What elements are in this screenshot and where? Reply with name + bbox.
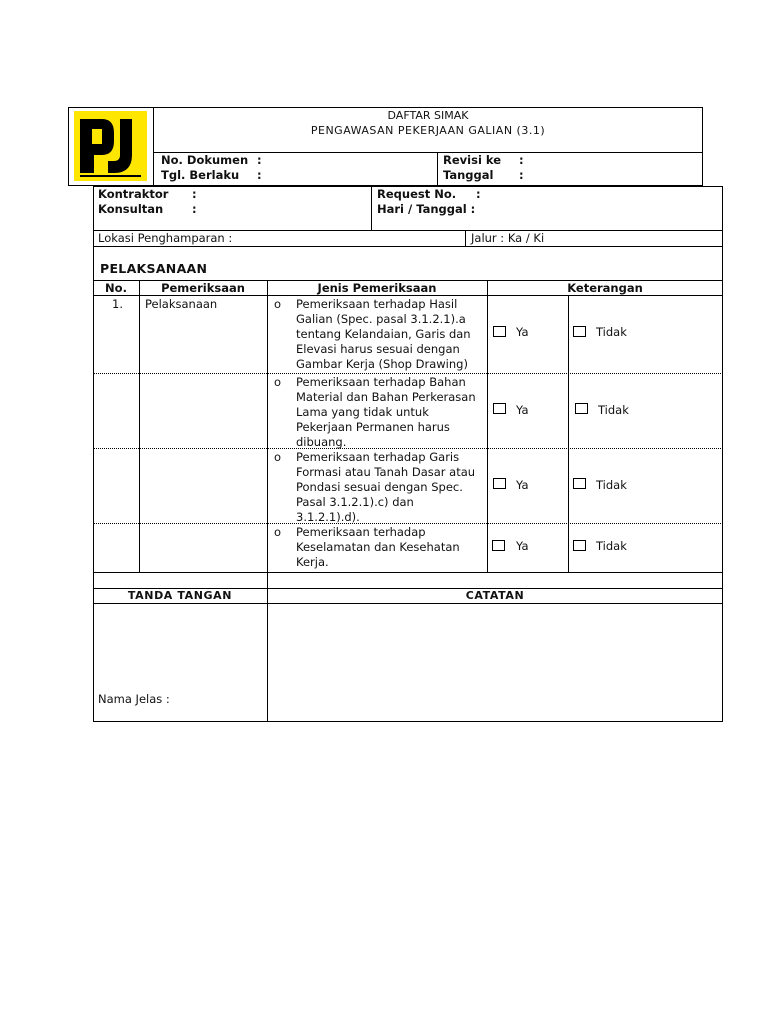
footer-header-bottom xyxy=(93,603,723,604)
header-pemeriksaan: Pemeriksaan xyxy=(161,281,245,295)
item-bullet: o xyxy=(274,375,282,389)
konsultan-label: Konsultan xyxy=(98,202,164,216)
item-bullet: o xyxy=(274,525,282,539)
tidak-checkbox[interactable] xyxy=(573,478,586,489)
form-title: DAFTAR SIMAK xyxy=(387,109,469,122)
tidak-label: Tidak xyxy=(596,539,627,553)
tidak-checkbox[interactable] xyxy=(573,326,586,337)
header-no: No. xyxy=(105,281,127,295)
item-4-line-2: Keselamatan dan Kesehatan xyxy=(296,540,460,554)
kontraktor-label: Kontraktor xyxy=(98,187,169,201)
item-1-line-5: Gambar Kerja (Shop Drawing) xyxy=(296,357,468,371)
jalur-label: Jalur : Ka / Ki xyxy=(471,231,545,245)
item-2-line-2: Material dan Bahan Perkerasan xyxy=(296,390,476,404)
item-3-line-2: Formasi atau Tanah Dasar atau xyxy=(296,465,476,479)
item-2-line-3: Lama yang tidak untuk xyxy=(296,405,429,419)
item-bullet: o xyxy=(274,297,282,311)
header-jenis: Jenis Pemeriksaan xyxy=(317,281,437,295)
col-divider-jenis xyxy=(487,280,488,572)
item-bullet: o xyxy=(274,450,282,464)
row-pemeriksaan: Pelaksanaan xyxy=(145,297,218,311)
tidak-label: Tidak xyxy=(596,325,627,339)
konsultan-colon: : xyxy=(192,202,197,216)
revisi-colon: : xyxy=(519,153,524,167)
item-1-line-3: tentang Kelandaian, Garis dan xyxy=(296,327,471,341)
logo xyxy=(74,111,147,181)
tidak-checkbox[interactable] xyxy=(575,403,588,414)
nama-jelas-label: Nama Jelas : xyxy=(98,692,170,706)
ya-label: Ya xyxy=(516,403,529,417)
item-2-line-5: dibuang. xyxy=(296,435,347,449)
row-separator xyxy=(93,523,723,524)
row-separator xyxy=(93,448,723,449)
ya-checkbox[interactable] xyxy=(492,540,505,551)
tidak-checkbox[interactable] xyxy=(573,540,586,551)
item-1-line-1: Pemeriksaan terhadap Hasil xyxy=(296,297,458,311)
ya-label: Ya xyxy=(516,539,529,553)
info-divider xyxy=(371,186,372,231)
catatan-label: CATATAN xyxy=(465,589,525,602)
row-no: 1. xyxy=(112,297,123,311)
item-2-line-4: Pekerjaan Permanen harus xyxy=(296,420,450,434)
kontraktor-colon: : xyxy=(192,187,197,201)
hari-tanggal-label: Hari / Tanggal : xyxy=(377,202,476,216)
request-colon: : xyxy=(476,187,481,201)
tidak-label: Tidak xyxy=(596,478,627,492)
table-body-bottom xyxy=(93,572,723,573)
item-3-line-5: 3.1.2.1).d). xyxy=(296,510,360,524)
lokasi-divider xyxy=(465,230,466,247)
item-1-line-4: Elevasi harus sesuai dengan xyxy=(296,342,460,356)
tanggal-colon: : xyxy=(519,168,524,182)
revisi-label: Revisi ke xyxy=(443,153,502,167)
item-4-line-3: Kerja. xyxy=(296,555,329,569)
item-3-line-3: Pondasi sesuai dengan Spec. xyxy=(296,480,463,494)
section-title: PELAKSANAAN xyxy=(100,261,208,276)
ya-checkbox[interactable] xyxy=(493,478,506,489)
ya-label: Ya xyxy=(516,478,529,492)
tgl-berlaku-colon: : xyxy=(257,168,262,182)
tanggal-label: Tanggal xyxy=(443,168,494,182)
col-divider-pemeriksaan xyxy=(267,280,268,722)
item-4-line-1: Pemeriksaan terhadap xyxy=(296,525,426,539)
col-divider-no xyxy=(139,280,140,572)
item-2-line-1: Pemeriksaan terhadap Bahan xyxy=(296,375,466,389)
form-subtitle: PENGAWASAN PEKERJAAN GALIAN (3.1) xyxy=(310,124,546,137)
doc-no-colon: : xyxy=(257,153,262,167)
pupr-logo-icon xyxy=(74,111,147,181)
tanda-tangan-label: TANDA TANGAN xyxy=(127,589,233,602)
row-separator xyxy=(93,373,723,374)
item-3-line-4: Pasal 3.1.2.1).c) dan xyxy=(296,495,414,509)
request-label: Request No. xyxy=(377,187,457,201)
item-1-line-2: Galian (Spec. pasal 3.1.2.1).a xyxy=(296,312,466,326)
ya-label: Ya xyxy=(516,325,529,339)
header-keterangan: Keterangan xyxy=(567,281,643,295)
lokasi-label: Lokasi Penghamparan : xyxy=(98,231,233,245)
ya-checkbox[interactable] xyxy=(493,403,506,414)
col-divider-ket xyxy=(568,295,569,572)
tgl-berlaku-label: Tgl. Berlaku xyxy=(161,168,240,182)
ya-checkbox[interactable] xyxy=(493,326,506,337)
tidak-label: Tidak xyxy=(598,403,629,417)
item-3-line-1: Pemeriksaan terhadap Garis xyxy=(296,450,460,464)
doc-no-label: No. Dokumen xyxy=(161,153,249,167)
header-meta-divider xyxy=(437,152,438,186)
